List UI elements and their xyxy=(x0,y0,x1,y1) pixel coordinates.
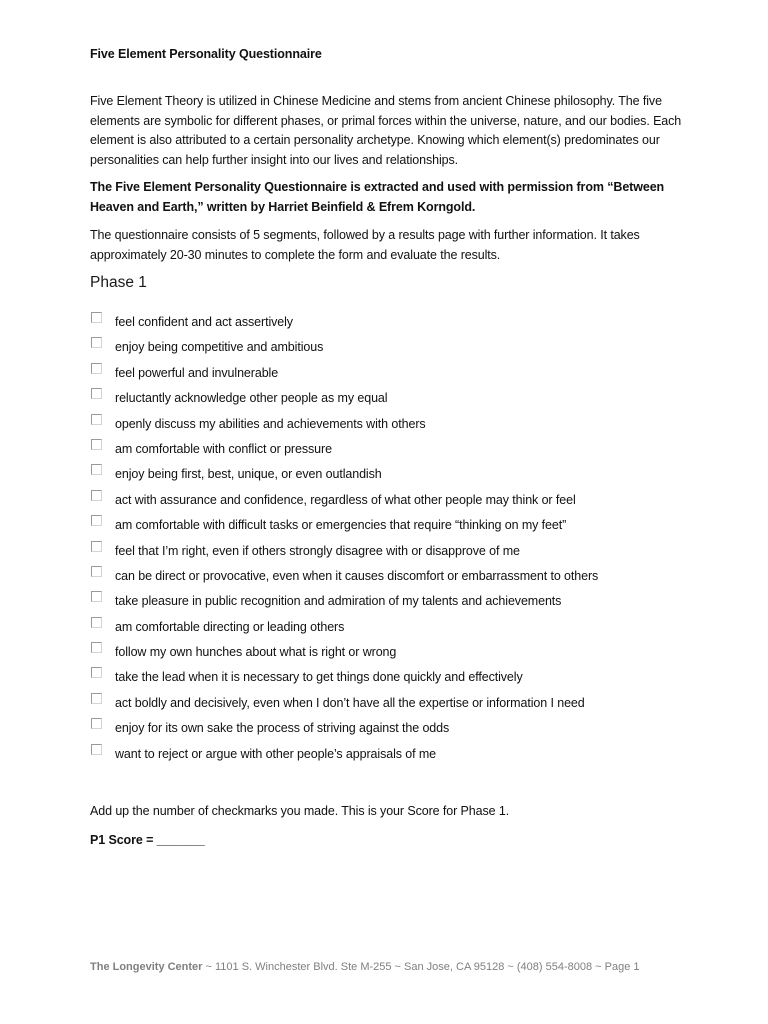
checklist-item xyxy=(90,437,710,462)
score-instruction: Add up the number of checkmarks you made. This is your Score for Phase 1. xyxy=(90,804,510,818)
checkbox[interactable] xyxy=(91,312,102,323)
checklist-item xyxy=(90,564,710,589)
page-footer xyxy=(90,961,639,973)
checkbox[interactable] xyxy=(91,718,102,729)
checklist-item-label: act boldly and decisively, even when I don’t have all the expertise or information I need xyxy=(115,695,585,710)
footer-details: ~ 1101 S. Winchester Blvd. Ste M-255 ~ San Jose, CA 95128 ~ (408) 554-8008 ~ Page 1 xyxy=(202,961,640,973)
checkbox[interactable] xyxy=(91,642,102,653)
footer-organization: The Longevity Center xyxy=(90,961,203,973)
phase-heading: Phase 1 xyxy=(90,274,147,291)
checkbox[interactable] xyxy=(91,566,102,577)
checklist-item xyxy=(90,615,710,640)
checklist-item-label: openly discuss my abilities and achievements with others xyxy=(115,416,426,431)
document-title: Five Element Personality Questionnaire xyxy=(90,47,322,61)
checklist-item-label: feel confident and act assertively xyxy=(115,315,293,329)
checklist-item xyxy=(90,691,710,716)
checklist-item-label: reluctantly acknowledge other people as my equal xyxy=(115,391,388,406)
intro-paragraph: Five Element Theory is utilized in Chinese Medicine and stems from ancient Chinese philosophy. The five elements are symbolic for different phases, or primal forces within the universe, nature, and our bodies. Each element is also attributed to a certain personality archetype. Knowing which element(s) predominates our personalities can help further insight into our lives and relationships. xyxy=(90,94,682,167)
checkbox[interactable] xyxy=(91,744,102,755)
checkbox[interactable] xyxy=(91,464,102,475)
checklist-item xyxy=(90,386,710,411)
checklist-item-label: follow my own hunches about what is right or wrong xyxy=(115,645,397,660)
checklist-item-label: take pleasure in public recognition and admiration of my talents and achievements xyxy=(115,594,562,609)
checkbox[interactable] xyxy=(91,667,102,678)
checklist-item-label: am comfortable with conflict or pressure xyxy=(115,441,332,456)
checklist-item-label: act with assurance and confidence, regardless of what other people may think or feel xyxy=(115,492,576,507)
checklist-item xyxy=(90,742,710,767)
checkbox[interactable] xyxy=(91,388,102,399)
permission-paragraph: The Five Element Personality Questionnaire is extracted and used with permission from “Between Heaven and Earth,” written by Harriet Beinfield & Efrem Korngold. xyxy=(90,180,665,214)
checkbox[interactable] xyxy=(91,439,102,450)
checklist-item-label: enjoy being first, best, unique, or even outlandish xyxy=(115,467,382,482)
score-line: P1 Score = _______ xyxy=(90,833,205,847)
checkbox[interactable] xyxy=(91,591,102,602)
duration-paragraph: The questionnaire consists of 5 segments, followed by a results page with further information. It takes approximately 20-30 minutes to complete the form and evaluate the results. xyxy=(90,228,640,262)
checklist-item xyxy=(90,665,710,690)
checklist-item-label: can be direct or provocative, even when it causes discomfort or embarrassment to others xyxy=(115,568,599,583)
checklist-item xyxy=(90,488,710,513)
checklist-item-label: am comfortable with difficult tasks or emergencies that require “thinking on my feet” xyxy=(115,518,567,533)
checkbox[interactable] xyxy=(91,337,102,348)
checkbox[interactable] xyxy=(91,414,102,425)
checklist-item-label: enjoy for its own sake the process of striving against the odds xyxy=(115,721,450,736)
checklist-item xyxy=(90,462,710,487)
checklist-item xyxy=(90,589,710,614)
checkbox[interactable] xyxy=(91,617,102,628)
checklist-item xyxy=(90,640,710,665)
checklist-item-label: feel powerful and invulnerable xyxy=(115,365,279,380)
checklist-item xyxy=(90,513,710,538)
checklist-item xyxy=(90,361,710,386)
checklist-item xyxy=(90,539,710,564)
checkbox[interactable] xyxy=(91,693,102,704)
checkbox[interactable] xyxy=(91,363,102,374)
checklist-item-label: am comfortable directing or leading others xyxy=(115,619,345,634)
checklist-item-label: enjoy being competitive and ambitious xyxy=(115,340,324,355)
checklist-item-label: take the lead when it is necessary to get things done quickly and effectively xyxy=(115,670,523,685)
checkbox[interactable] xyxy=(91,490,102,501)
checklist-item xyxy=(90,310,710,335)
checklist xyxy=(90,310,710,767)
checklist-item-label: want to reject or argue with other people’s appraisals of me xyxy=(115,746,437,761)
checklist-item-label: feel that I’m right, even if others strongly disagree with or disapprove of me xyxy=(115,543,520,558)
checklist-item xyxy=(90,716,710,741)
checkbox[interactable] xyxy=(91,515,102,526)
checklist-item xyxy=(90,335,710,360)
checkbox[interactable] xyxy=(91,541,102,552)
checklist-item xyxy=(90,412,710,437)
